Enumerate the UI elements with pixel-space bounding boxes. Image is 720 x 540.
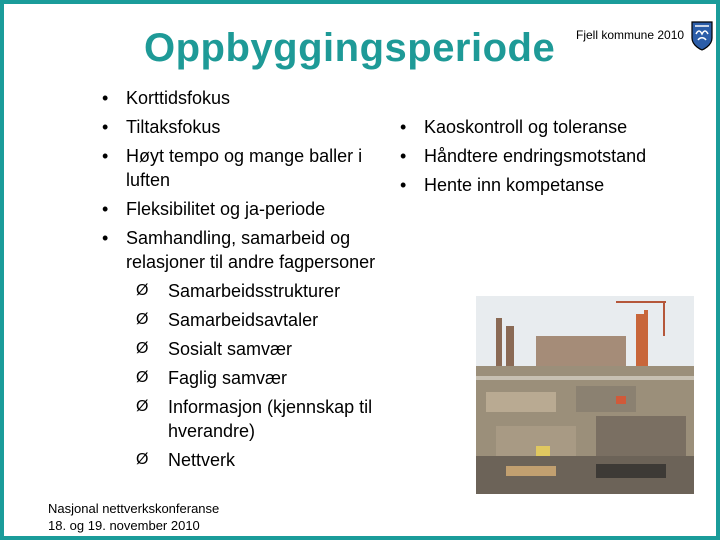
sub-list-item [136, 395, 390, 443]
list-item-text: Korttidsfokus [126, 88, 231, 108]
bullet-icon: • [102, 117, 109, 137]
municipality-crest-icon [690, 20, 714, 52]
bullet-icon: • [400, 146, 407, 166]
bullet-icon: • [400, 175, 407, 195]
sub-list-item-text: Faglig samvær [168, 368, 288, 388]
list-item [398, 173, 708, 197]
list-item-text: Tiltaksfokus [126, 117, 221, 137]
list-item [100, 226, 390, 472]
list-item [100, 86, 390, 110]
bullet-icon: • [102, 146, 109, 166]
sub-list-item [136, 308, 390, 332]
bullet-icon: • [102, 199, 109, 219]
right-bullet-list [398, 115, 708, 202]
footer [48, 500, 219, 534]
list-item-text: Hente inn kompetanse [424, 175, 605, 195]
sub-list-item-text: Samarbeidsavtaler [168, 310, 319, 330]
bullet-icon: • [102, 88, 109, 108]
sub-list-item-text: Informasjon (kjennskap til hverandre) [168, 397, 373, 441]
footer-conference: Nasjonal nettverkskonferanse [48, 501, 220, 516]
bullet-icon: • [400, 117, 407, 137]
list-item [100, 197, 390, 221]
list-item-text: Samhandling, samarbeid og relasjoner til andre fagpersoner [126, 228, 376, 272]
sub-list-item-text: Sosialt samvær [168, 339, 293, 359]
list-item [398, 144, 708, 168]
list-item-text: Kaoskontroll og toleranse [424, 117, 628, 137]
organization-label: Fjell kommune 2010 [576, 28, 685, 42]
list-item-text: Håndtere endringsmotstand [424, 146, 647, 166]
left-bullet-list [100, 86, 390, 477]
sub-list-item [136, 366, 390, 390]
arrow-bullet-icon: Ø [136, 369, 149, 386]
list-item [100, 144, 390, 192]
sub-list-item [136, 448, 390, 472]
list-item-text: Høyt tempo og mange baller i luften [126, 146, 363, 190]
sub-list-item [136, 337, 390, 361]
arrow-bullet-icon: Ø [136, 398, 149, 415]
sub-list-item-text: Nettverk [168, 450, 236, 470]
arrow-bullet-icon: Ø [136, 282, 149, 299]
list-item [100, 115, 390, 139]
footer-date: 18. og 19. november 2010 [48, 518, 200, 533]
arrow-bullet-icon: Ø [136, 340, 149, 357]
list-item [398, 115, 708, 139]
construction-site-photo [476, 296, 694, 494]
slide-title: Oppbyggingsperiode [144, 26, 556, 70]
sub-list-item [136, 279, 390, 303]
sub-bullet-list [126, 279, 390, 472]
arrow-bullet-icon: Ø [136, 311, 149, 328]
list-item-text: Fleksibilitet og ja-periode [126, 199, 326, 219]
bullet-icon: • [102, 228, 109, 248]
arrow-bullet-icon: Ø [136, 451, 149, 468]
sub-list-item-text: Samarbeidsstrukturer [168, 281, 341, 301]
